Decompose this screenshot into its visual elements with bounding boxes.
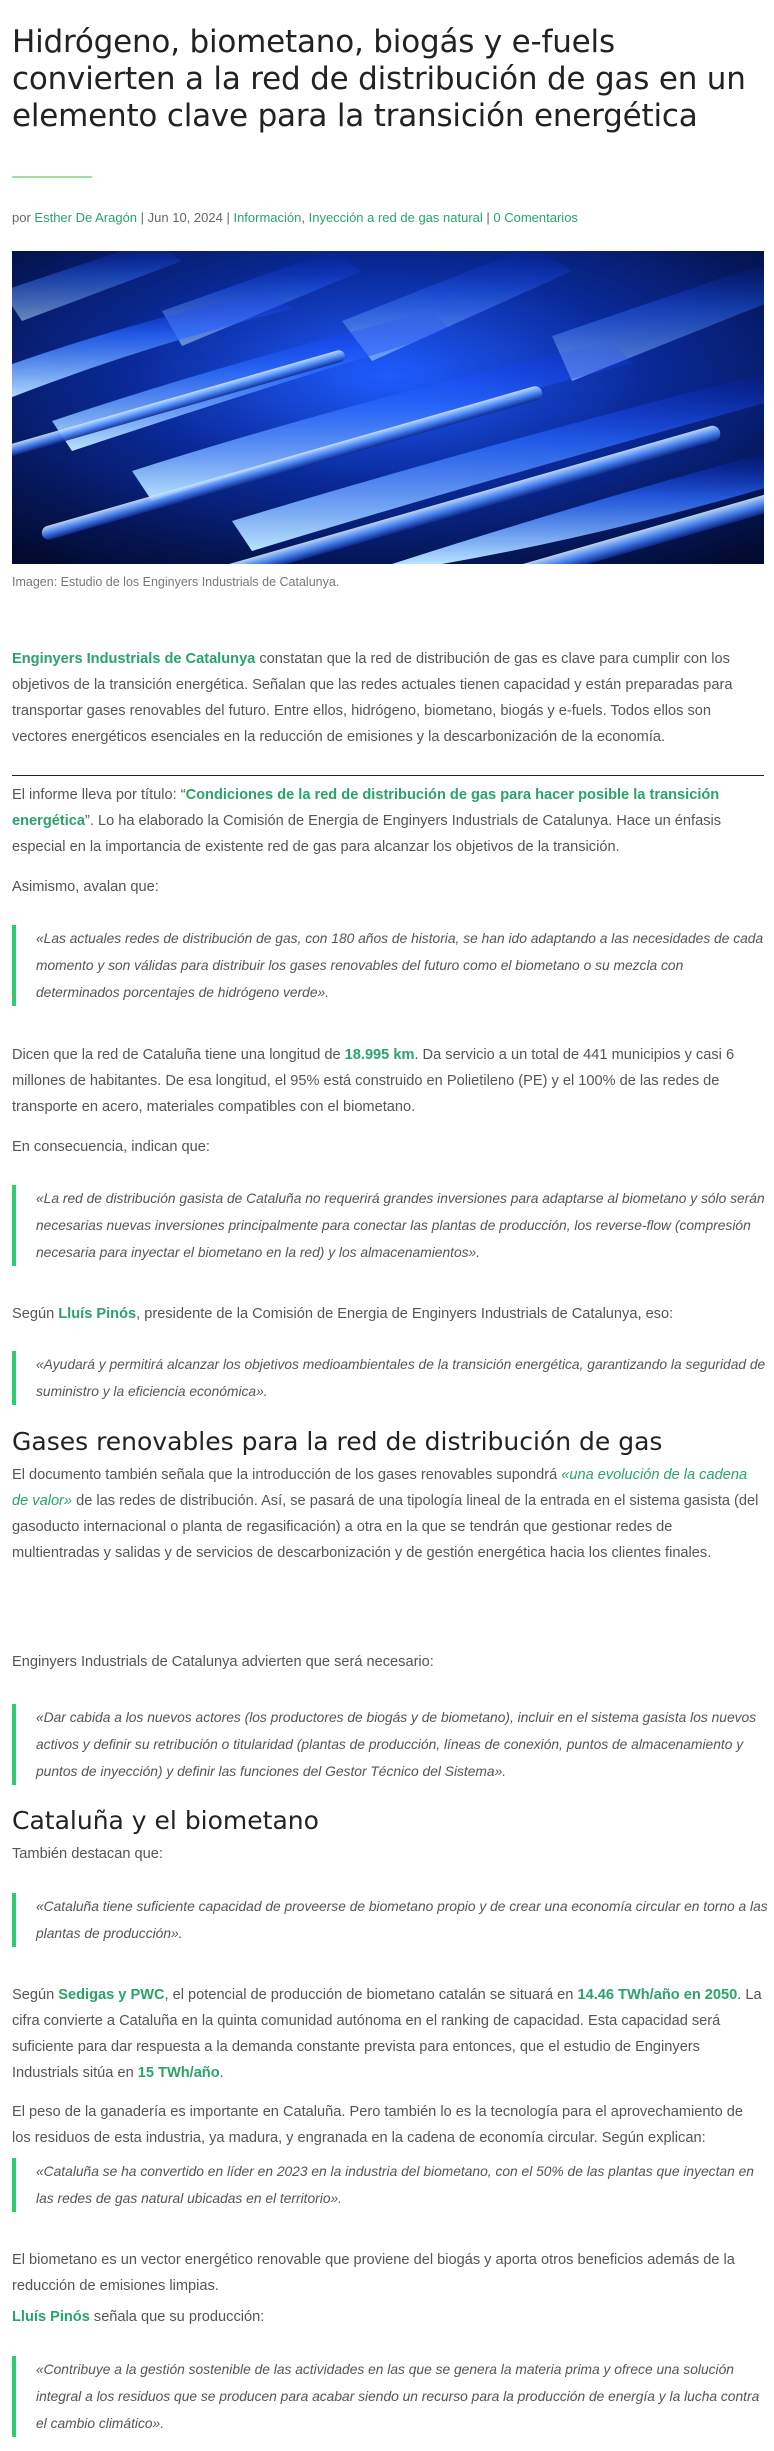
category-comma: , — [301, 210, 309, 225]
blockquote — [12, 2356, 768, 2437]
post-date: Jun 10, 2024 — [147, 210, 223, 225]
paragraph-intro — [12, 646, 764, 750]
highlight-demand: 15 TWh/año — [137, 2065, 220, 2081]
meta-by: por — [12, 210, 31, 225]
chain-text-b: de las redes de distribución. Así, se pasará de una tipología lineal de la entrada en el sistema gasista (del gasoducto internacional o planta de regasificación) a otra en la que se tendrán que gestionar redes de multientradas y salidas y de servicios de descarbonización y de gestión energética hacia los clientes finales. — [12, 1493, 759, 1561]
section-heading-cataluna-biometano: Cataluña y el biometano — [12, 1806, 319, 1835]
quote-text: «Cataluña tiene suficiente capacidad de proveerse de biometano propio y de crear una economía circular en torno a las plantas de producción». — [36, 1899, 768, 1941]
paragraph-ganaderia: El peso de la ganadería es importante en Cataluña. Pero también lo es la tecnología para el aprovechamiento de los residuos de esta industria, ya madura, y engranada en la cadena de economía circular. Según explican: — [12, 2104, 743, 2146]
highlight-length: 18.995 km — [344, 1047, 415, 1063]
report-text-b: ”. Lo ha elaborado la Comisión de Energia de Enginyers Industrials de Catalunya. Hace un énfasis especial en la importancia de existente red de gas para alcanzar los objetivos de la transición. — [12, 813, 722, 855]
blockquote — [12, 1185, 768, 1266]
blockquote — [12, 2158, 768, 2212]
section-heading-gases-renovables: Gases renovables para la red de distribución de gas — [12, 1427, 663, 1456]
highlight-production-2050: 14.46 TWh/año en 2050 — [577, 1987, 738, 2003]
link-enginyers[interactable]: Enginyers Industrials de Catalunya — [12, 651, 256, 667]
blockquote — [12, 1893, 768, 1947]
paragraph-value-chain — [12, 1462, 764, 1566]
quote-text: «Las actuales redes de distribución de gas, con 180 años de historia, se han ido adaptando a las necesidades de cada momento y son válidas para distribuir los gases renovables del futuro como el biometano o su mezcla con determinados porcentajes de hidrógeno verde». — [36, 931, 764, 1000]
pinos-text-a: Según — [12, 1306, 59, 1322]
paragraph-network-length — [12, 1042, 764, 1120]
report-text-a: El informe lleva por título: “ — [12, 787, 186, 803]
link-report-title[interactable]: Condiciones de la red de distribución de gas para hacer posible la transición energética — [12, 787, 720, 829]
paragraph-sedigas — [12, 1982, 764, 2086]
sedigas-text-c: . La cifra convierte a Cataluña en la quinta comunidad autónoma en el ranking de capacidad. Esta capacidad será suficiente para dar respuesta a la demanda constante prevista para entonces, que el estudio de Enginyers Industrials sitúa en — [12, 1987, 762, 2081]
paragraph-pinos-produccion — [12, 2304, 764, 2330]
category-link-inyeccion[interactable]: Inyección a red de gas natural — [308, 210, 483, 225]
paragraph-destacan: También destacan que: — [12, 1846, 163, 1862]
chain-text-a: El documento también señala que la introducción de los gases renovables supondrá — [12, 1467, 562, 1483]
highlight-pinos: Lluís Pinós — [58, 1306, 137, 1322]
quote-text: «Contribuye a la gestión sostenible de las actividades en las que se genera la materia prima y ofrece una solución integral a los residuos que se producen para acabar siendo un recurso para la producción de energía y la lucha contra el cambio climático». — [36, 2362, 760, 2431]
title-divider — [12, 176, 92, 178]
meta-separator: | — [482, 210, 494, 225]
meta-separator: | — [222, 210, 234, 225]
hero-image-gas-burner-flames — [12, 251, 764, 564]
comments-link[interactable]: 0 Comentarios — [493, 210, 578, 225]
produccion-text: señala que su producción: — [89, 2309, 265, 2325]
paragraph-pinos — [12, 1301, 764, 1327]
paragraph-biometano-vector: El biometano es un vector energético renovable que proviene del biogás y aporta otros beneficios además de la reducción de emisiones limpias. — [12, 2252, 735, 2294]
image-caption: Imagen: Estudio de los Enginyers Industrials de Catalunya. — [12, 575, 340, 589]
length-text-b: . Da servicio a un total de 441 municipios y casi 6 millones de habitantes. De esa longitud, el 95% está construido en Polietileno (PE) y el 100% de las redes de transporte en acero, materiales compatibles con el biometano. — [12, 1047, 735, 1115]
length-text-a: Dicen que la red de Cataluña tiene una longitud de — [12, 1047, 345, 1063]
author-link[interactable]: Esther De Aragón — [34, 210, 138, 225]
pinos-text-b: , presidente de la Comisión de Energia de Enginyers Industrials de Catalunya, eso: — [136, 1306, 674, 1322]
paragraph-report — [12, 782, 764, 860]
meta-separator: | — [137, 210, 148, 225]
blockquote — [12, 1351, 768, 1405]
quote-text: «Cataluña se ha convertido en líder en 2023 en la industria del biometano, con el 50% de las plantas que inyectan en las redes de gas natural ubicadas en el territorio». — [36, 2164, 754, 2206]
sedigas-text-d: . — [219, 2065, 224, 2081]
sedigas-text-a: Según — [12, 1987, 59, 2003]
quote-text: «Dar cabida a los nuevos actores (los productores de biogás y de biometano), incluir en el sistema gasista los nuevos activos y definir su retribución o titularidad (plantas de producción, líneas de conexión, puntos de almacenamiento y puntos de inyección) y definir las funciones del Gestor Técnico del Sistema». — [36, 1710, 757, 1779]
quote-text: «Ayudará y permitirá alcanzar los objetivos medioambientales de la transición energética, garantizando la seguridad de suministro y la eficiencia económica». — [36, 1357, 766, 1399]
highlight-sedigas-pwc: Sedigas y PWC — [58, 1987, 165, 2003]
section-divider — [12, 775, 764, 776]
gas-flames-illustration — [12, 251, 764, 564]
paragraph-consecuencia: En consecuencia, indican que: — [12, 1139, 210, 1155]
highlight-pinos: Lluís Pinós — [12, 2309, 90, 2325]
paragraph-advierten: Enginyers Industrials de Catalunya advierten que será necesario: — [12, 1654, 434, 1670]
sedigas-text-b: , el potencial de producción de biometano catalán se situará en — [164, 1987, 578, 2003]
blockquote — [12, 1704, 768, 1785]
paragraph-avalan: Asimismo, avalan que: — [12, 879, 159, 895]
blockquote — [12, 925, 768, 1006]
quote-text: «La red de distribución gasista de Cataluña no requerirá grandes inversiones para adaptarse al biometano y sólo serán necesarias nuevas inversiones principalmente para conectar las plantas de producción, los reverse-flow (compresión necesaria para inyectar el biometano en la red) y los almacenamientos». — [36, 1191, 765, 1260]
highlight-value-chain: «una evolución de la cadena de valor» — [12, 1467, 748, 1509]
article-title: Hidrógeno, biometano, biogás y e-fuels convierten a la red de distribución de gas en un elemento clave para la transición energética — [12, 24, 746, 134]
category-link-informacion[interactable]: Información — [233, 210, 302, 225]
intro-text: constatan que la red de distribución de gas es clave para cumplir con los objetivos de la transición energética. Señalan que las redes actuales tienen capacidad y están preparadas para transportar gases renovables del futuro. Entre ellos, hidrógeno, biometano, biogás y e-fuels. Todos ellos son vectores energéticos esenciales en la reducción de emisiones y la descarbonización de la economía. — [12, 651, 733, 745]
post-meta — [12, 210, 578, 225]
